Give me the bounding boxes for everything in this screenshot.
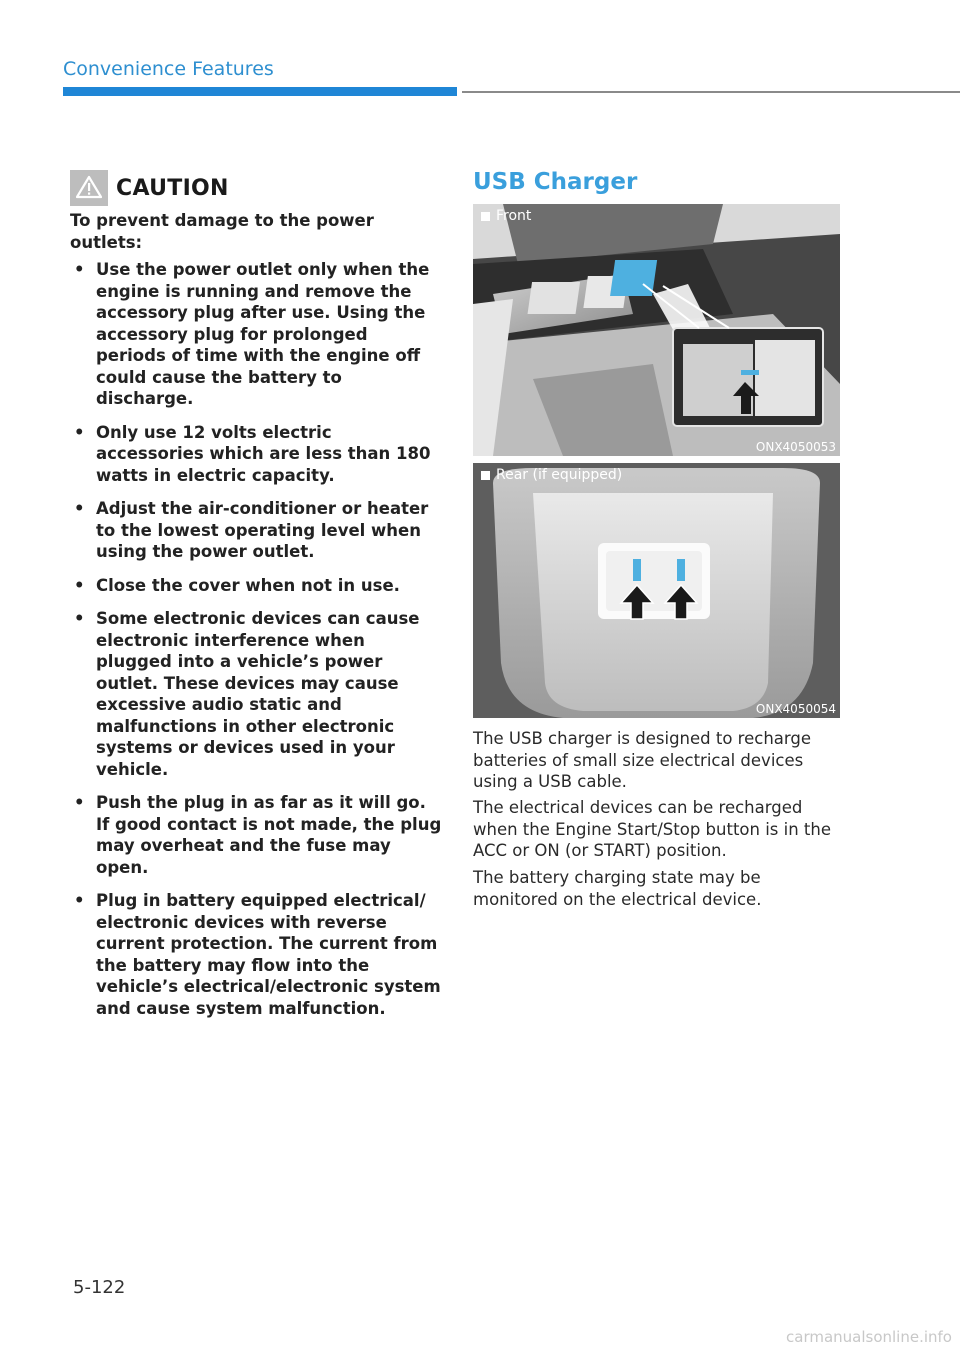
figure-code: ONX4050054 (755, 702, 836, 716)
figure-label (481, 467, 622, 483)
caution-item: • Adjust the air-conditioner or heater to the lowest operating level when using the power outlet. (70, 498, 442, 563)
caution-item: • Push the plug in as far as it will go. If good contact is not made, the plug may overheat and the fuse may open. (70, 792, 442, 878)
figure-label-text: Rear (if equipped) (496, 467, 623, 483)
figure-code: ONX4050053 (755, 440, 836, 454)
caution-list (70, 259, 442, 1031)
page-number: 5-122 (73, 1277, 126, 1298)
usb-paragraph: The USB charger is designed to recharge batteries of small size electrical devices using a USB cable. (473, 729, 812, 791)
rear-console-illustration (473, 463, 840, 718)
caution-intro: To prevent damage to the power outlets: (70, 211, 374, 252)
caution-item: • Plug in battery equipped electrical/ electronic devices with reverse current protection. The current from the battery may flow into the vehicle’s electrical/electronic system and cause system malfunction. (70, 890, 442, 1019)
square-bullet-icon (481, 471, 490, 480)
figure-label (481, 208, 531, 224)
front-console-illustration (473, 204, 840, 456)
warning-triangle-icon (70, 170, 108, 206)
caution-item: • Some electronic devices can cause electronic interference when plugged into a vehicle’s power outlet. These devices may cause excessive audio static and malfunctions in other electronic systems or devices used in your vehicle. (70, 608, 442, 780)
front-usb-photo (473, 204, 840, 456)
usb-paragraph: The electrical devices can be recharged when the Engine Start/Stop button is in the ACC or ON (or START) position. (473, 798, 832, 860)
rear-usb-photo (473, 463, 840, 718)
section-title: Convenience Features (63, 58, 274, 80)
caution-item: • Close the cover when not in use. (70, 575, 442, 597)
watermark: carmanualsonline.info (786, 1328, 952, 1346)
header-rule-accent (63, 87, 457, 96)
caution-item: • Use the power outlet only when the engine is running and remove the accessory plug after use. Using the accessory plug for prolonged periods of time with the engine off could cause the battery to discharge. (70, 259, 442, 410)
header-rule (462, 91, 960, 93)
square-bullet-icon (481, 212, 490, 221)
caution-heading (70, 170, 229, 206)
usb-paragraph: The battery charging state may be monitored on the electrical device. (473, 868, 762, 909)
caution-title: CAUTION (116, 175, 229, 201)
caution-item: • Only use 12 volts electric accessories which are less than 180 watts in electric capacity. (70, 422, 442, 487)
usb-charger-title: USB Charger (473, 169, 638, 195)
figure-label-text: Front (496, 208, 532, 224)
